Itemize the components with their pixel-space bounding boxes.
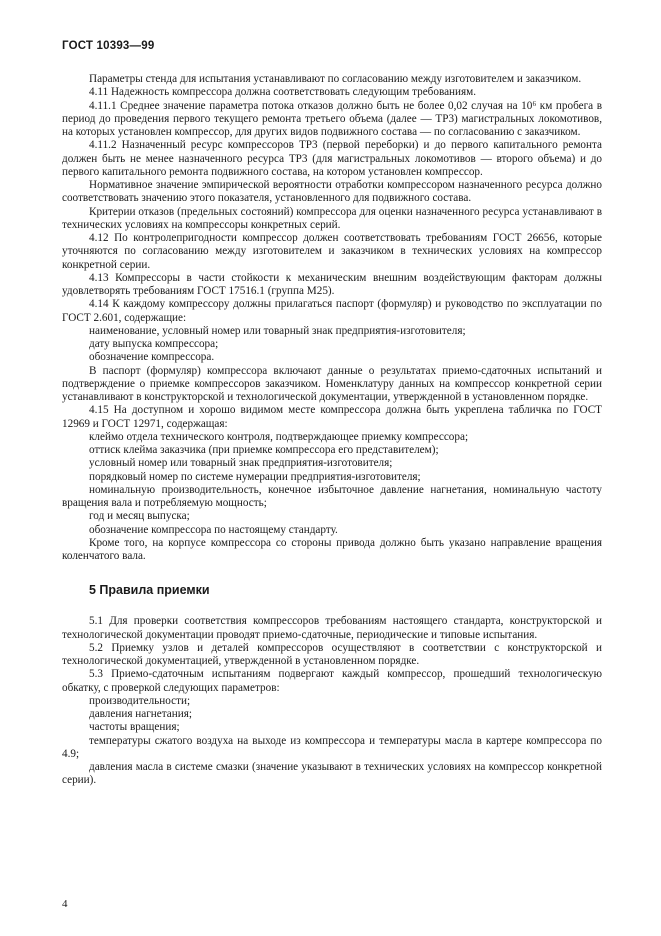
list-item: номинальную производительность, конечное избыточное давление нагнетания, номинальную частоту вращения вала и потребляемую мощность;	[62, 483, 602, 509]
paragraph: Кроме того, на корпусе компрессора со стороны привода должно быть указано направление вращения коленчатого вала.	[62, 536, 602, 562]
section-heading: 5 Правила приемки	[89, 583, 210, 598]
list-item: порядковый номер по системе нумерации предприятия-изготовителя;	[89, 470, 421, 483]
list-item: обозначение компрессора.	[89, 351, 215, 364]
clause-4-15: 4.15 На доступном и хорошо видимом месте компрессора должна быть укреплена табличка по ГОСТ 12969 и ГОСТ 12971, содержащая:	[62, 404, 602, 430]
list-item: оттиск клейма заказчика (при приемке компрессора его представителем);	[89, 444, 439, 456]
list-item: давления нагнетания;	[89, 708, 192, 720]
clause-5-1: 5.1 Для проверки соответствия компрессоров требованиям настоящего стандарта, конструкторской и технологической документации проводят приемо-сдаточные, периодические и типовые испытания.	[62, 615, 602, 641]
clause-5-2: 5.2 Приемку узлов и деталей компрессоров осуществляют в соответствии с конструкторской и технологической документацией, утвержденной в установленном порядке.	[62, 641, 602, 667]
clause-4-11-1: 4.11.1 Среднее значение параметра потока отказов должно быть не более 0,02 случая на 10⁶ км пробега в период до проведения первого текущего ремонта третьего объема (далее — ТР3) магистральных локомотивов, на которых установлен компрессор, для других видов подвижного состава — по согласованию с заказчиком.	[62, 99, 602, 138]
body-text	[62, 73, 602, 563]
list-item: обозначение компрессора по настоящему стандарту.	[89, 523, 338, 536]
list-item: температуры сжатого воздуха на выходе из компрессора и температуры масла в картере компрессора по 4.9;	[62, 734, 602, 760]
paragraph: Параметры стенда для испытания устанавливают по согласованию между изготовителем и заказчиком.	[89, 73, 582, 85]
list-item: клеймо отдела технического контроля, подтверждающее приемку компрессора;	[89, 430, 469, 443]
page-number: 4	[62, 898, 68, 910]
clause-4-11: 4.11 Надежность компрессора должна соответствовать следующим требованиям.	[89, 86, 477, 99]
paragraph: Критерии отказов (предельных состояний) компрессора для оценки назначенного ресурса устанавливают в технических условиях на компрессоры конкретных серий.	[62, 205, 602, 231]
paragraph: Нормативное значение эмпирической вероятности отработки компрессором назначенного ресурса должно соответствовать значению этого показателя, установленного для подвижного состава.	[62, 179, 602, 205]
list-item: дату выпуска компрессора;	[89, 338, 219, 350]
list-item: год и месяц выпуска;	[89, 510, 190, 523]
list-item: производительности;	[89, 694, 191, 707]
standard-header: ГОСТ 10393—99	[62, 40, 155, 52]
list-item: условный номер или товарный знак предприятия-изготовителя;	[89, 457, 393, 470]
list-item: давления масла в системе смазки (значение указывают в технических условиях на компрессор конкретной серии).	[62, 761, 602, 787]
section-5-text	[62, 615, 602, 787]
paragraph: В паспорт (формуляр) компрессора включают данные о результатах приемо-сдаточных испытаний и подтверждение о приемке компрессоров заказчиком. Номенклатуру данных на компрессор конкретной серии устанавливают в конструкторской и технологической документации, утвержденной в установленном порядке.	[62, 364, 602, 403]
clause-4-13: 4.13 Компрессоры в части стойкости к механическим внешним воздействующим факторам должны удовлетворять требованиям ГОСТ 17516.1 (группа М25).	[62, 271, 602, 297]
clause-4-14: 4.14 К каждому компрессору должны прилагаться паспорт (формуляр) и руководство по эксплуатации по ГОСТ 2.601, содержащие:	[62, 298, 602, 324]
document-page	[62, 40, 602, 788]
clause-5-3: 5.3 Приемо-сдаточным испытаниям подвергают каждый компрессор, прошедший технологическую обкатку, с проверкой следующих параметров:	[62, 668, 602, 694]
list-item: наименование, условный номер или товарный знак предприятия-изготовителя;	[89, 324, 466, 337]
list-item: частоты вращения;	[89, 721, 180, 734]
clause-4-12: 4.12 По контролепригодности компрессор должен соответствовать требованиям ГОСТ 26656, которые уточняются по согласованию между изготовителем и заказчиком в технических условиях на компрессор конкретной серии.	[62, 232, 602, 271]
clause-4-11-2: 4.11.2 Назначенный ресурс компрессоров ТР3 (первой переборки) и до первого капитального ремонта должен быть не менее назначенного ресурса ТР3 (для магистральных локомотивов — второго объема) и до первого капитального ремонта подвижного состава, на котором установлен компрессор.	[62, 139, 602, 178]
